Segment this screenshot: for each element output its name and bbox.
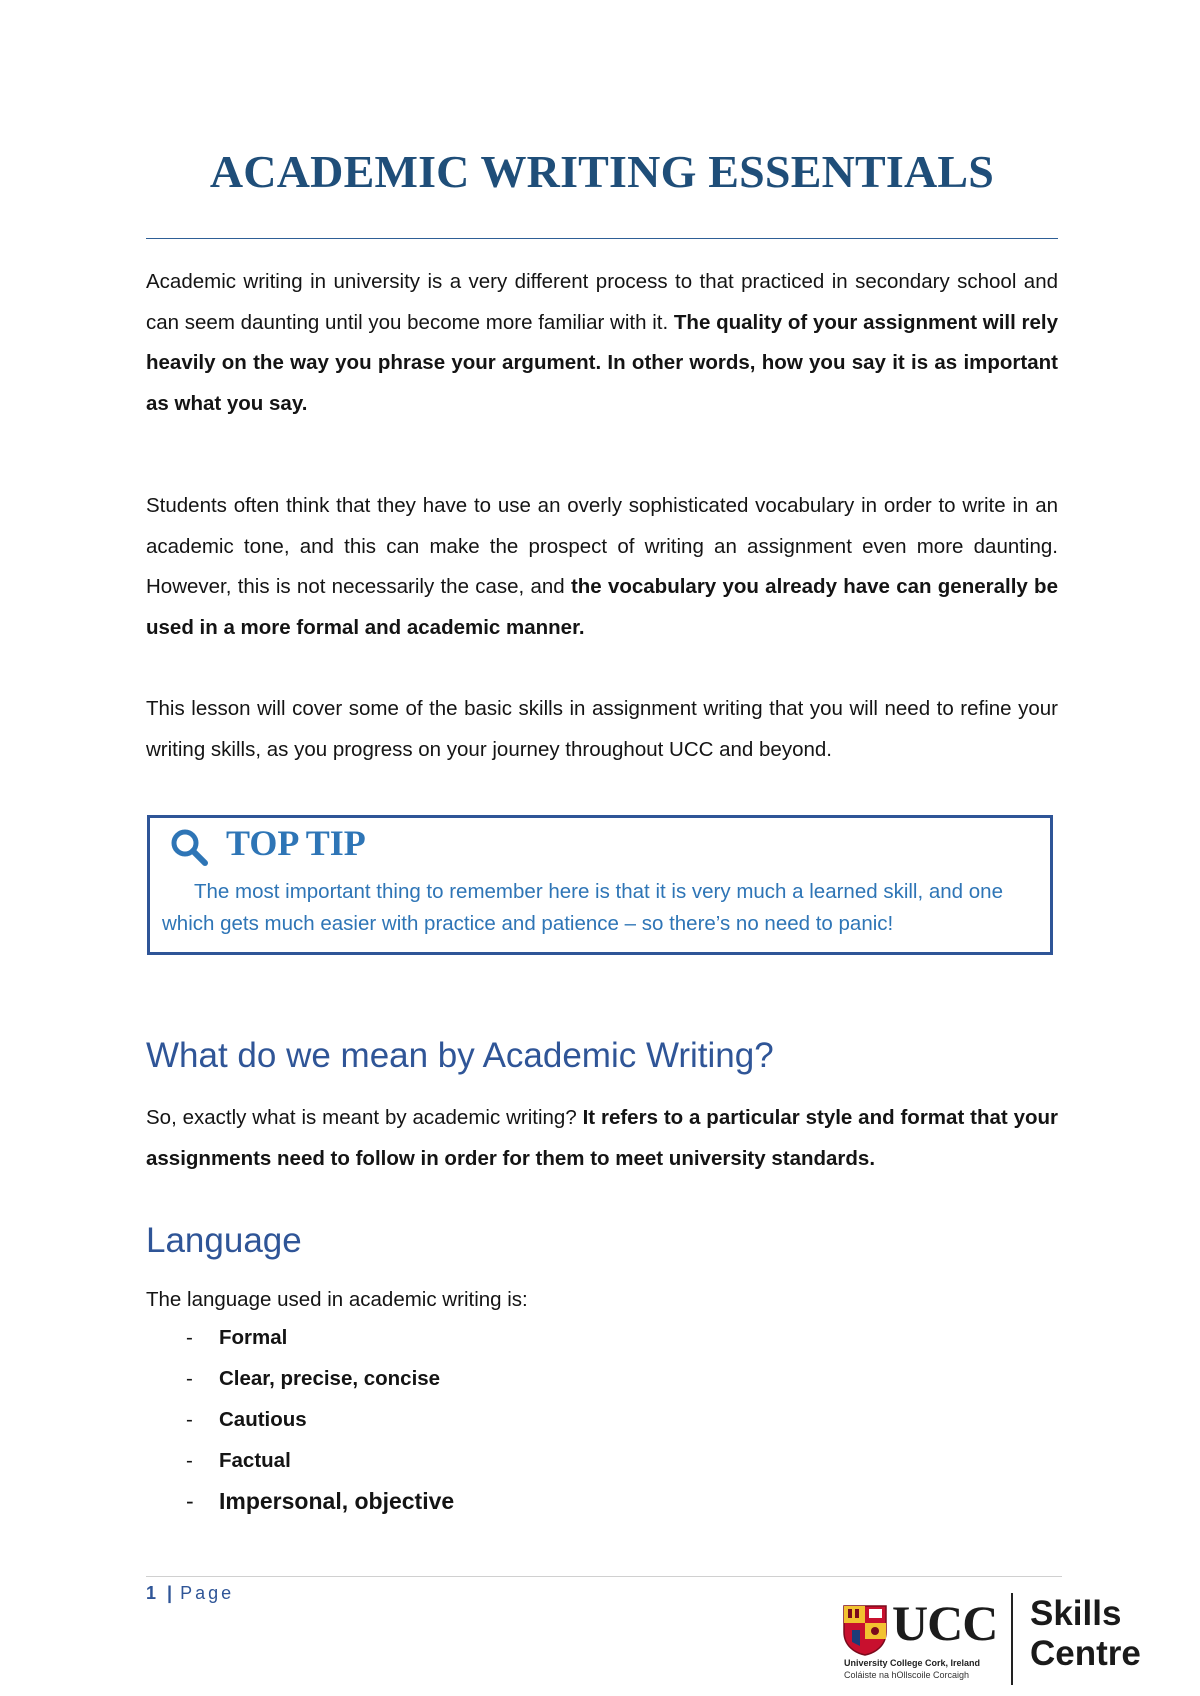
lesson-paragraph-text: This lesson will cover some of the basic skills in assignment writing that you will need to refine your writing skills, as you progress on your journey throughout UCC and beyond. — [146, 697, 1058, 761]
intro-paragraph — [146, 262, 1058, 424]
list-item: - Factual — [186, 1449, 291, 1472]
page-number: 1 | Page — [146, 1583, 235, 1603]
logo-divider — [1011, 1593, 1013, 1685]
language-list — [186, 1317, 454, 1522]
academic-writing-heading: What do we mean by Academic Writing? — [146, 1036, 774, 1075]
list-item: - Formal — [186, 1326, 288, 1349]
title-divider — [146, 238, 1058, 239]
top-tip-box — [147, 815, 1053, 955]
top-tip-text: The most important thing to remember here is that it is very much a learned skill, and one which gets much easier with practice and patience – so there’s no need to panic! — [162, 880, 1003, 935]
top-tip-title: TOP TIP — [226, 823, 366, 863]
list-item: - Impersonal, objective — [186, 1488, 455, 1514]
lesson-paragraph — [146, 689, 1058, 770]
logo-wordmark: UCC — [892, 1595, 998, 1651]
vocabulary-paragraph — [146, 486, 1058, 648]
intro-paragraph-emphasis: The quality of your assignment will rely heavily on the way you phrase your argument. In other words, how you say it is as important as what you say. — [146, 310, 1058, 415]
list-item: - Clear, precise, concise — [186, 1367, 441, 1390]
logo-subtitle-english: University College Cork, Ireland — [844, 1658, 981, 1668]
footer-divider — [146, 1576, 1062, 1577]
academic-writing-paragraph — [146, 1098, 1058, 1179]
intro-paragraph-text: Academic writing in university is a very different process to that practiced in secondary school and can seem daunting until you become more familiar with it. — [146, 270, 1058, 334]
academic-writing-text: So, exactly what is meant by academic writing? — [146, 1106, 583, 1129]
language-intro: The language used in academic writing is: — [146, 1288, 528, 1311]
ucc-crest-icon — [842, 1604, 888, 1656]
vocabulary-paragraph-emphasis: the vocabulary you already have can generally be used in a more formal and academic manner. — [146, 575, 1058, 639]
magnifying-glass-icon — [168, 826, 210, 868]
vocabulary-paragraph-text: Students often think that they have to use an overly sophisticated vocabulary in order to write in an academic tone, and this can make the prospect of writing an assignment even more daunting. However, this is not necessarily the case, and — [146, 494, 1058, 598]
document-title: ACADEMIC WRITING ESSENTIALS — [209, 146, 995, 197]
ucc-skills-centre-logo — [842, 1594, 1142, 1680]
academic-writing-emphasis: It refers to a particular style and format that your assignments need to follow in order for them to meet university standards. — [146, 1106, 1058, 1170]
list-item: - Cautious — [186, 1408, 307, 1431]
logo-unit-name: Skills Centre — [1030, 1594, 1141, 1673]
language-heading: Language — [146, 1221, 302, 1260]
logo-subtitle-irish: Coláiste na hOllscoile Corcaigh — [844, 1670, 970, 1680]
